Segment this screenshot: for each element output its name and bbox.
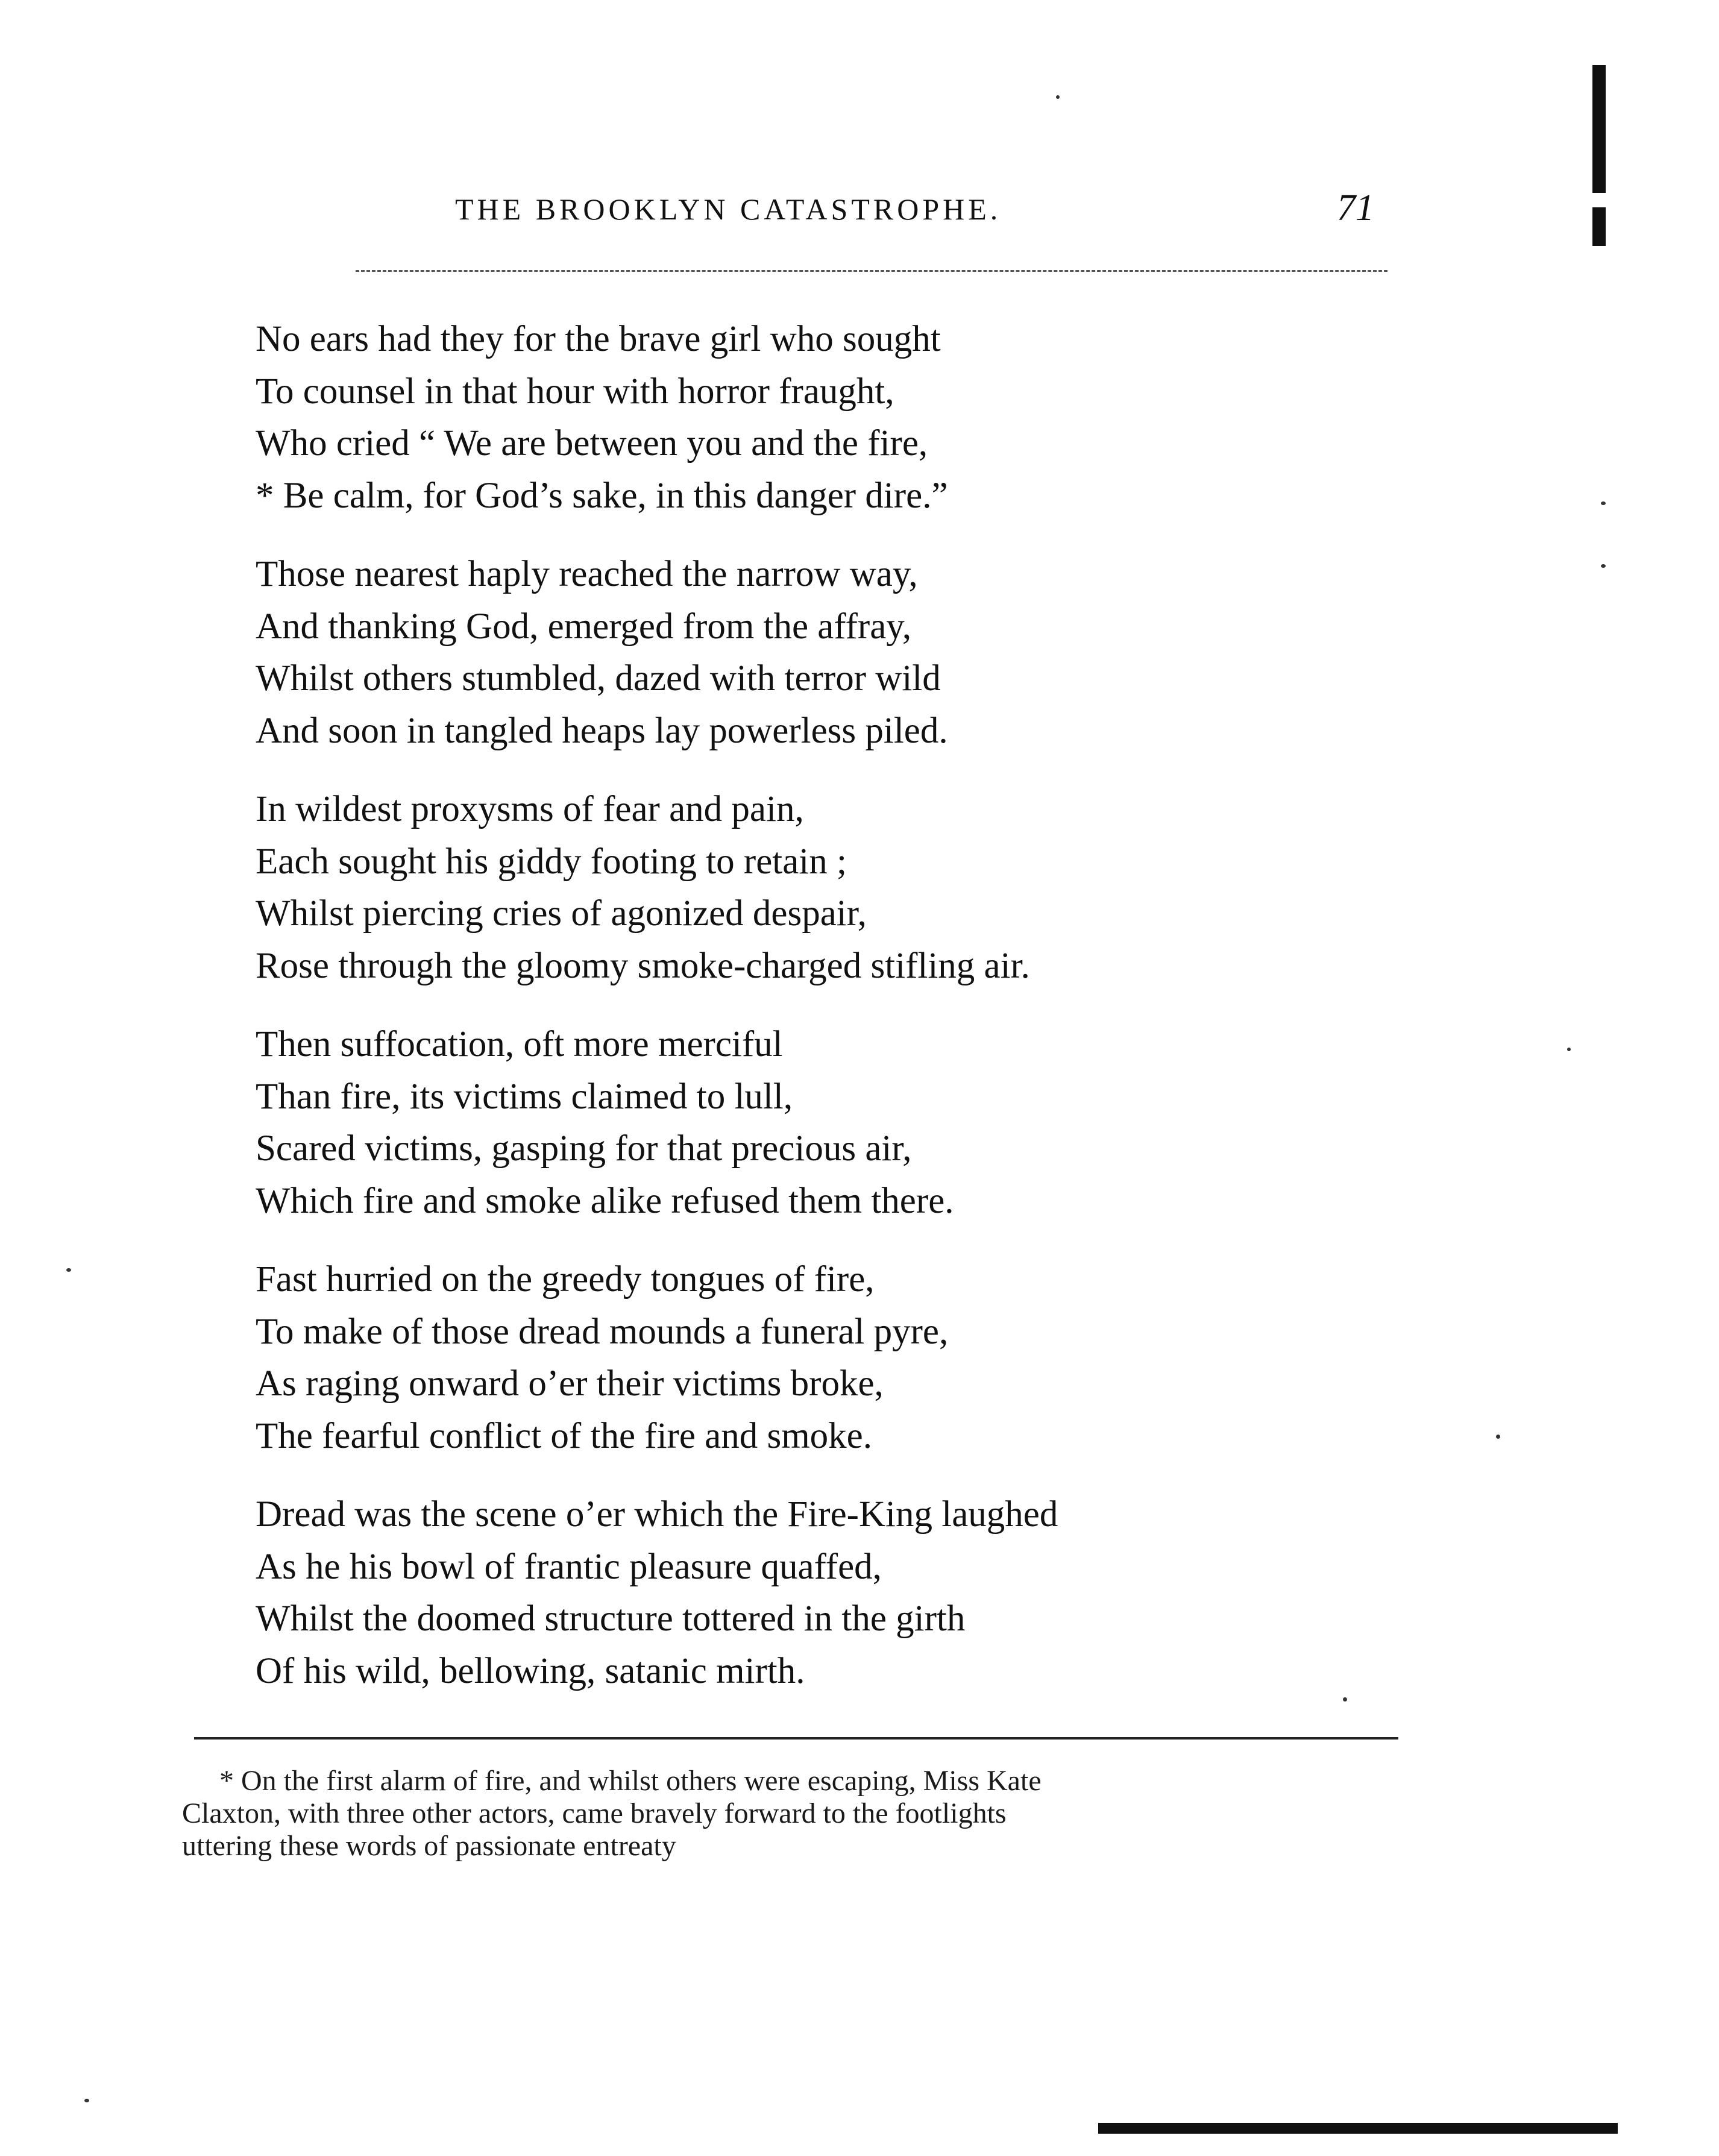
- scan-speck: [66, 1268, 71, 1272]
- scan-edge-bar: [1592, 65, 1606, 193]
- scan-edge-bar: [1098, 2123, 1618, 2134]
- scan-edge-bar: [1592, 207, 1606, 246]
- stanza: [256, 784, 1401, 992]
- scan-speck: [1496, 1435, 1500, 1439]
- poem-body: [256, 313, 1401, 1724]
- poem-line: Fast hurried on the greedy tongues of fire,: [256, 1259, 875, 1300]
- poem-line: Whilst piercing cries of agonized despair,: [256, 893, 867, 934]
- footnote: [182, 1765, 1424, 1862]
- scan-speck: [1601, 501, 1606, 505]
- poem-line: Those nearest haply reached the narrow way,: [256, 554, 918, 594]
- poem-line: Of his wild, bellowing, satanic mirth.: [256, 1650, 805, 1691]
- poem-line: To counsel in that hour with horror fraught,: [256, 371, 894, 412]
- poem-line: Than fire, its victims claimed to lull,: [256, 1076, 793, 1117]
- scan-speck: [1056, 95, 1060, 99]
- scan-speck: [1343, 1697, 1347, 1702]
- poem-line: Scared victims, gasping for that precious air,: [256, 1128, 912, 1169]
- footnote-rule: [194, 1737, 1398, 1740]
- poem-line: The fearful conflict of the fire and smoke.: [256, 1415, 873, 1456]
- poem-line: * Be calm, for God’s sake, in this danger dire.”: [256, 475, 948, 516]
- poem-line: Whilst others stumbled, dazed with terror wild: [256, 658, 941, 699]
- poem-line: As he his bowl of frantic pleasure quaffed,: [256, 1546, 882, 1587]
- poem-line: Whilst the doomed structure tottered in the girth: [256, 1598, 966, 1639]
- running-head: THE BROOKLYN CATASTROPHE.: [455, 192, 1002, 226]
- stanza: [256, 1019, 1401, 1227]
- poem-line: As raging onward o’er their victims broke,: [256, 1363, 884, 1404]
- poem-line: In wildest proxysms of fear and pain,: [256, 789, 804, 829]
- scan-speck: [1567, 1048, 1571, 1051]
- scan-speck: [84, 2099, 89, 2102]
- stanza: [256, 1489, 1401, 1697]
- poem-line: To make of those dread mounds a funeral pyre,: [256, 1311, 949, 1352]
- footnote-line: uttering these words of passionate entreaty: [182, 1830, 676, 1862]
- stanza: [256, 548, 1401, 757]
- poem-line: And thanking God, emerged from the affray,: [256, 606, 912, 647]
- stanza: [256, 1254, 1401, 1462]
- poem-line: And soon in tangled heaps lay powerless piled.: [256, 710, 948, 751]
- poem-line: Then suffocation, oft more merciful: [256, 1024, 783, 1064]
- header-rule: [356, 270, 1387, 272]
- footnote-line: Claxton, with three other actors, came bravely forward to the footlights: [182, 1797, 1007, 1829]
- poem-line: Which fire and smoke alike refused them there.: [256, 1180, 954, 1221]
- poem-line: No ears had they for the brave girl who sought: [256, 319, 941, 359]
- poem-line: Each sought his giddy footing to retain ;: [256, 841, 847, 882]
- footnote-line: * On the first alarm of fire, and whilst others were escaping, Miss Kate: [219, 1765, 1042, 1797]
- poem-line: Dread was the scene o’er which the Fire-King laughed: [256, 1494, 1058, 1535]
- poem-line: Rose through the gloomy smoke-charged stifling air.: [256, 945, 1030, 986]
- scan-speck: [1601, 564, 1606, 568]
- poem-line: Who cried “ We are between you and the fire,: [256, 423, 928, 464]
- stanza: [256, 313, 1401, 522]
- page-number: 71: [1337, 187, 1374, 228]
